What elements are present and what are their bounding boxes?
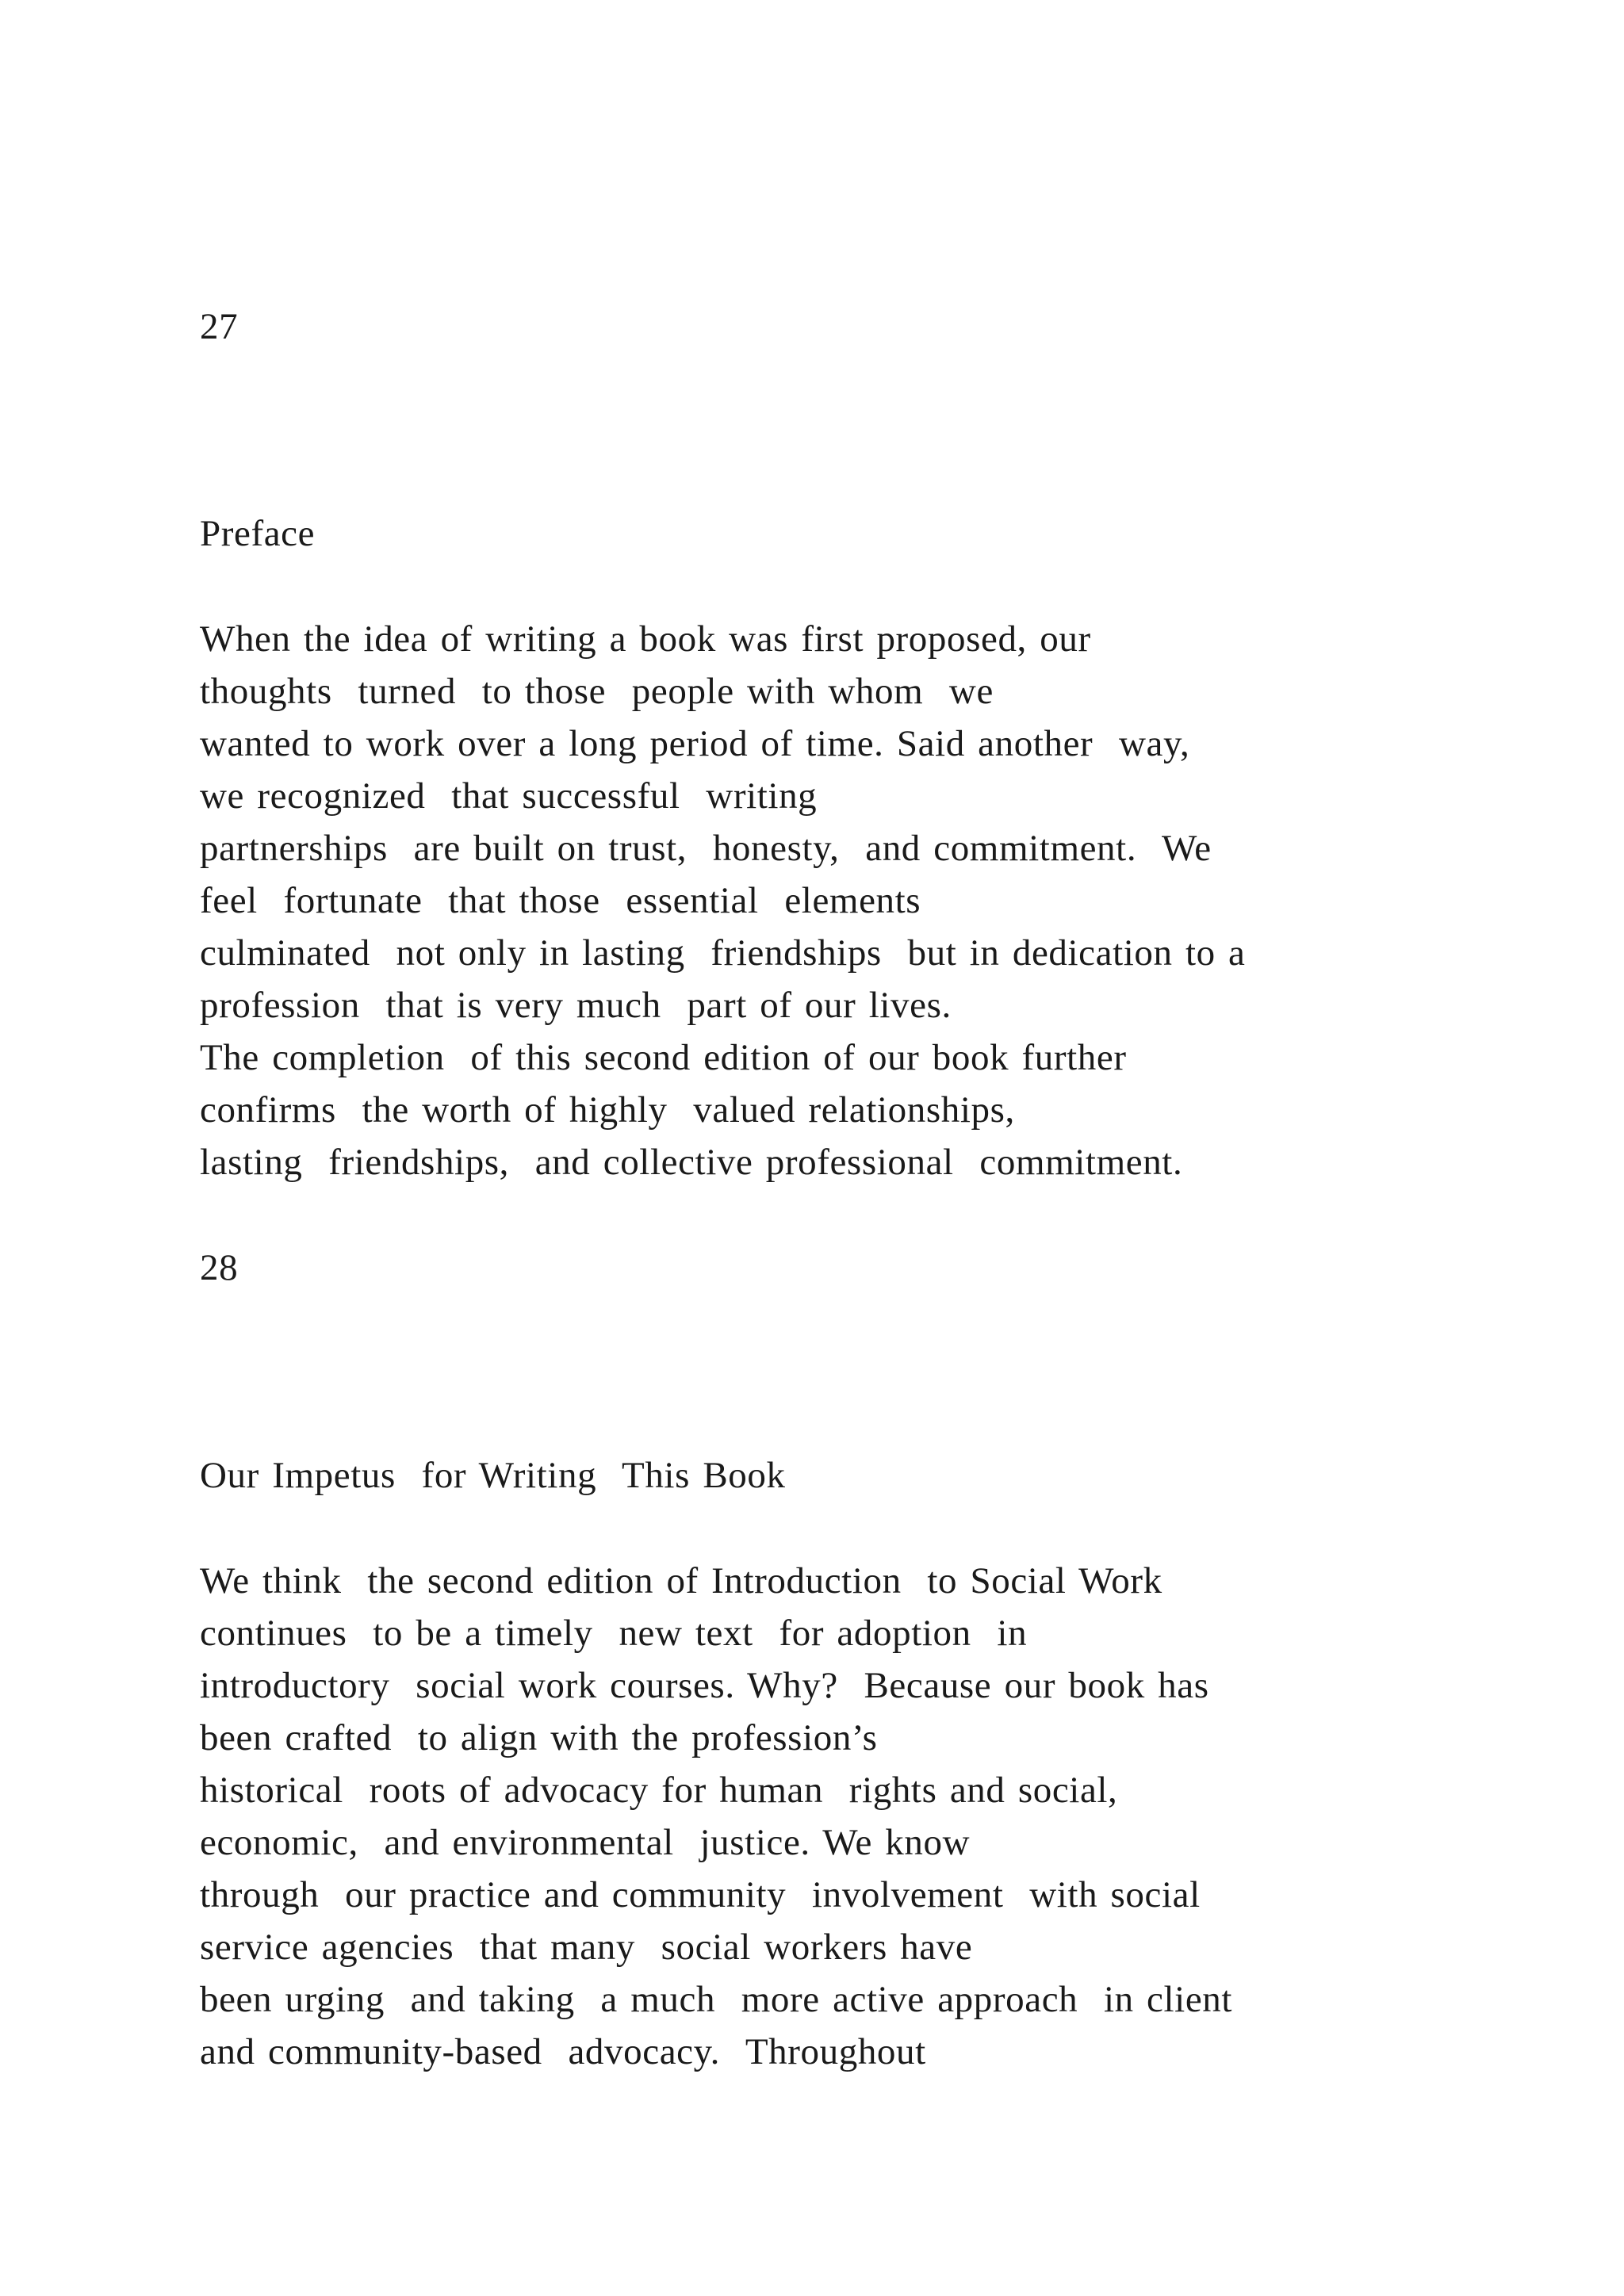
text-line: We think the second edition of Introduction to Social Work: [200, 1560, 1162, 1601]
text-line: been crafted to align with the profession’s: [200, 1717, 878, 1758]
section-heading-impetus: Our Impetus for Writing This Book: [200, 1455, 786, 1496]
text-line: profession that is very much part of our lives.: [200, 985, 952, 1026]
text-line: we recognized that successful writing: [200, 775, 818, 817]
text-line: confirms the worth of highly valued relationships,: [200, 1089, 1015, 1131]
section-heading-preface: Preface: [200, 513, 316, 554]
text-line: partnerships are built on trust, honesty, and commitment. We: [200, 828, 1212, 869]
text-line: service agencies that many social workers have: [200, 1927, 973, 1968]
text-line: introductory social work courses. Why? Because our book has: [200, 1665, 1209, 1706]
text-line: lasting friendships, and collective professional commitment.: [200, 1142, 1183, 1183]
text-line: historical roots of advocacy for human rights and social,: [200, 1770, 1118, 1811]
text-line: culminated not only in lasting friendships but in dedication to a: [200, 932, 1246, 974]
text-line: feel fortunate that those essential elements: [200, 880, 921, 921]
text-line: The completion of this second edition of our book further: [200, 1037, 1127, 1078]
page-number: 28: [200, 1247, 239, 1288]
text-line: economic, and environmental justice. We know: [200, 1822, 971, 1863]
text-line: thoughts turned to those people with whom we: [200, 671, 994, 712]
text-line: through our practice and community involvement with social: [200, 1874, 1201, 1915]
text-line: been urging and taking a much more active approach in client: [200, 1979, 1233, 2020]
page-number: 27: [200, 306, 239, 347]
text-line: When the idea of writing a book was first proposed, our: [200, 618, 1091, 660]
text-line: wanted to work over a long period of time. Said another way,: [200, 723, 1190, 764]
text-line: continues to be a timely new text for adoption in: [200, 1613, 1028, 1654]
text-line: and community-based advocacy. Throughout: [200, 2031, 926, 2072]
